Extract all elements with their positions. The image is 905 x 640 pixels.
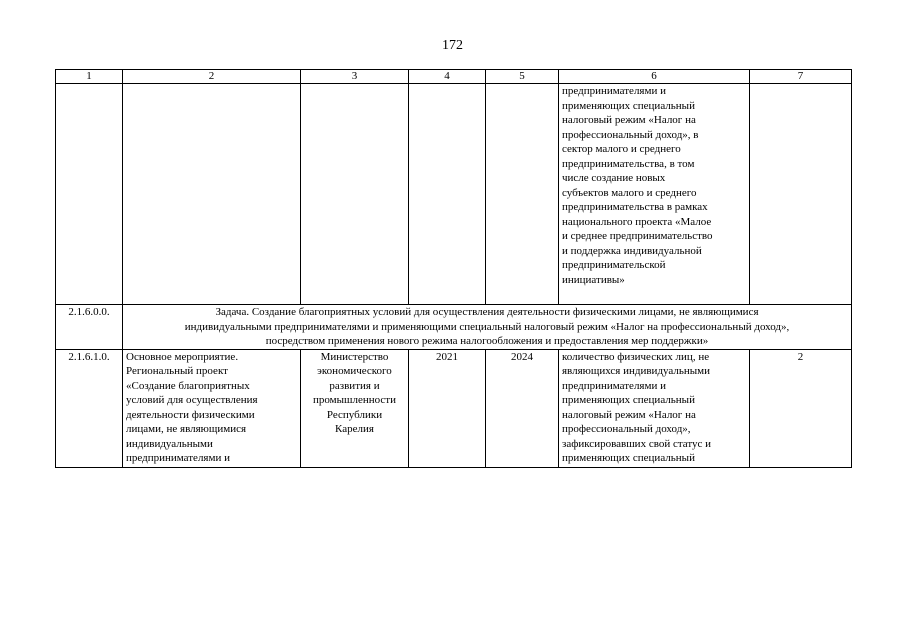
cont-cell-7 — [750, 84, 852, 305]
text-line: налоговый режим «Налог на — [562, 408, 696, 421]
page-number: 172 — [442, 38, 463, 53]
column-number-4: 4 — [409, 70, 486, 84]
text-line: индивидуальными — [126, 437, 213, 450]
text-line: развития и — [329, 379, 380, 392]
program-table — [55, 69, 852, 468]
end-year: 2024 — [486, 349, 559, 467]
indicator-link: 2 — [750, 349, 852, 467]
text-line: условий для осуществления — [126, 394, 258, 406]
text-line: Министерство — [320, 350, 389, 363]
cont-cell-3 — [301, 84, 409, 305]
text-line: предпринимательства, в том — [562, 157, 695, 170]
text-line: Региональный проект — [126, 365, 228, 377]
text-line: промышленности — [313, 394, 396, 406]
start-year: 2021 — [409, 349, 486, 467]
column-number-1: 1 — [56, 70, 123, 84]
text-line: профессиональный доход», в — [562, 128, 699, 141]
text-line: налоговый режим «Налог на — [562, 114, 696, 126]
cont-cell-1 — [56, 84, 123, 305]
text-line: предпринимательства в рамках — [562, 201, 708, 213]
column-number-3: 3 — [301, 70, 409, 84]
text-line: деятельности физическими — [126, 408, 255, 421]
text-line: лицами, не являющимися — [126, 423, 247, 435]
cont-cell-4 — [409, 84, 486, 305]
text-line: предпринимателями и — [562, 379, 666, 392]
text-line: Основное мероприятие. — [126, 350, 239, 363]
text-line: и поддержка индивидуальной — [562, 244, 702, 257]
activity-name — [123, 349, 301, 467]
cont-indicator-cell — [559, 84, 750, 305]
text-line: субъектов малого и среднего — [562, 186, 697, 199]
column-number-5: 5 — [486, 70, 559, 84]
task-text — [123, 305, 852, 350]
text-line: Задача. Создание благоприятных условий для осуществления деятельности физическими лицами, не являющимися — [215, 306, 759, 318]
text-line: числе создание новых — [562, 172, 666, 184]
text-line: количество физических лиц, не — [562, 350, 710, 363]
activity-row — [56, 349, 852, 467]
text-line: являющихся индивидуальными — [562, 365, 711, 377]
activity-indicator — [559, 349, 750, 467]
text-line: предпринимательской — [562, 259, 666, 271]
responsible-executor — [301, 349, 409, 467]
text-line: применяющих специальный — [562, 452, 695, 464]
cont-cell-2 — [123, 84, 301, 305]
activity-code: 2.1.6.1.0. — [56, 349, 123, 467]
column-number-6: 6 — [559, 70, 750, 84]
task-row — [56, 305, 852, 350]
text-line: применяющих специальный — [562, 99, 695, 112]
cont-cell-5 — [486, 84, 559, 305]
text-line: сектор малого и среднего — [562, 143, 681, 155]
text-line: и среднее предпринимательство — [562, 230, 713, 242]
column-number-7: 7 — [750, 70, 852, 84]
text-line: экономического — [317, 365, 392, 377]
text-line: посредством применения нового режима налогообложения и предоставления мер поддержки» — [265, 335, 709, 347]
continuation-row — [56, 84, 852, 305]
text-line: национального проекта «Малое — [562, 215, 712, 228]
text-line: Карелия — [335, 423, 374, 435]
text-line: Республики — [326, 408, 383, 421]
text-line: профессиональный доход», — [562, 423, 691, 435]
text-line: предпринимателями и — [126, 452, 230, 464]
text-line: индивидуальными предпринимателями и применяющими специальный налоговый режим «Налог на профессиональный доход», — [184, 320, 790, 333]
text-line: «Создание благоприятных — [126, 379, 250, 392]
text-line: зафиксировавших свой статус и — [562, 437, 712, 450]
column-number-2: 2 — [123, 70, 301, 84]
text-line: инициативы» — [562, 273, 625, 286]
text-line: применяющих специальный — [562, 394, 695, 406]
column-number-row — [56, 70, 852, 84]
task-code: 2.1.6.0.0. — [56, 305, 123, 350]
text-line: предпринимателями и — [562, 85, 666, 97]
